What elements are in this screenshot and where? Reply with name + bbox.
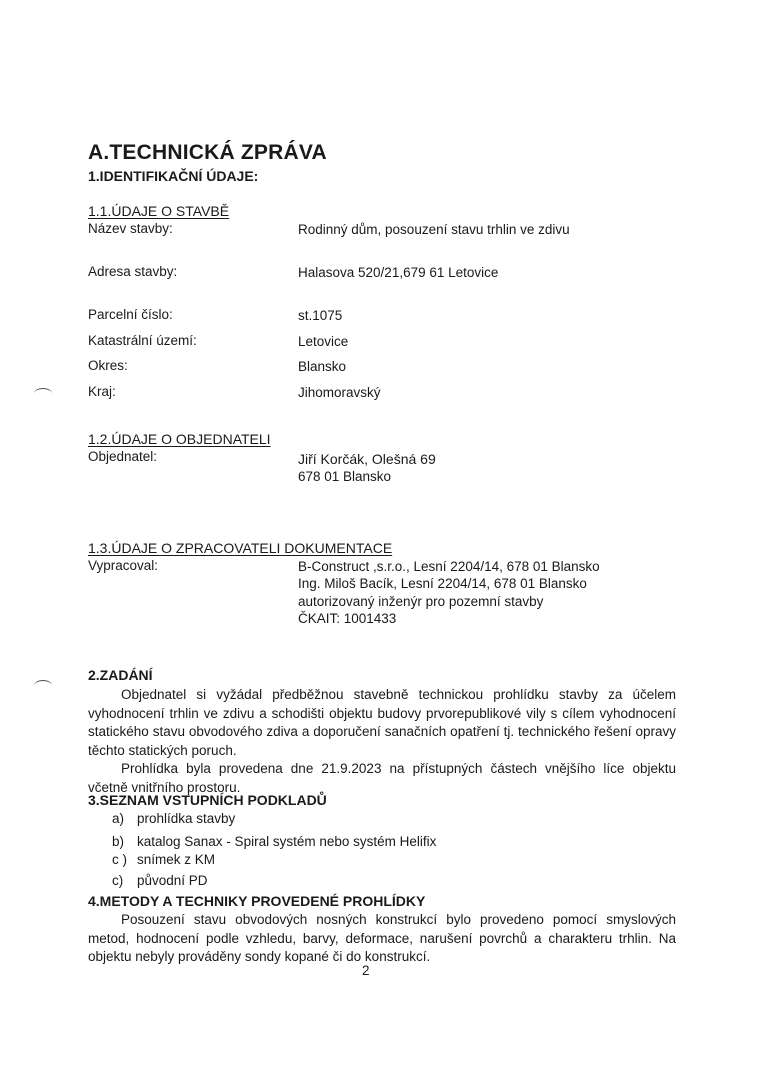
scan-mark [34, 680, 52, 691]
field-value: B-Construct ,s.r.o., Lesní 2204/14, 678 01 Blansko [298, 559, 600, 574]
section-1-2-heading: 1.2.ÚDAJE O OBJEDNATELI [88, 431, 271, 447]
list-text: prohlídka stavby [137, 811, 236, 826]
field-value: 678 01 Blansko [298, 469, 392, 484]
field-value: Halasova 520/21,679 61 Letovice [298, 265, 499, 280]
list-text: katalog Sanax - Spiral systém nebo systém Helifix [137, 834, 437, 849]
field-value: Letovice [298, 334, 349, 349]
paragraph: Objednatel si vyžádal předběžnou stavebně technickou prohlídku stavby za účelem vyhodnocení trhlin ve zdivu a schodišti objektu budovy prvorepublikové vily s cílem vyhodnocení statického stavu obvodového zdiva a doporučení sanačních opatření tj. technického řešení opravy těchto statických poruch. [88, 687, 676, 758]
field-label: Vypracoval: [88, 558, 159, 573]
list-marker: c ) [112, 852, 127, 867]
section-1-heading: 1.IDENTIFIKAČNÍ ÚDAJE: [88, 168, 259, 184]
section-4-heading: 4.METODY A TECHNIKY PROVEDENÉ PROHLÍDKY [88, 893, 426, 909]
list-marker: b) [112, 834, 125, 849]
section-1-3-heading: 1.3.ÚDAJE O ZPRACOVATELI DOKUMENTACE [88, 540, 393, 556]
list-text: původní PD [137, 873, 208, 888]
document-title: A.TECHNICKÁ ZPRÁVA [88, 141, 327, 164]
field-label: Objednatel: [88, 449, 158, 464]
field-label: Okres: [88, 358, 128, 373]
field-value: Blansko [298, 359, 347, 374]
section-2-body [88, 686, 676, 797]
scan-mark [34, 388, 52, 399]
field-label: Parcelní číslo: [88, 307, 173, 322]
section-2-heading: 2.ZADÁNÍ [88, 667, 153, 683]
field-value: Jihomoravský [298, 385, 381, 400]
field-label: Název stavby: [88, 221, 173, 236]
section-4-body [88, 911, 676, 967]
field-label: Adresa stavby: [88, 264, 178, 279]
field-value: Rodinný dům, posouzení stavu trhlin ve zdivu [298, 222, 570, 237]
field-label: Kraj: [88, 384, 116, 399]
paragraph: Prohlídka byla provedena dne 21.9.2023 na přístupných částech vnějšího líce objektu včetně vnitřního prostoru. [88, 761, 676, 795]
list-marker: c) [112, 873, 124, 888]
field-value: Jiří Korčák, Olešná 69 [298, 451, 436, 467]
field-value: ČKAIT: 1001433 [298, 611, 397, 626]
page-number: 2 [362, 963, 370, 978]
list-text: snímek z KM [137, 852, 216, 867]
field-value: st.1075 [298, 308, 343, 323]
field-value: Ing. Miloš Bacík, Lesní 2204/14, 678 01 Blansko [298, 576, 587, 591]
paragraph: Posouzení stavu obvodových nosných konstrukcí bylo provedeno pomocí smyslových metod, hodnocení podle vzhledu, barvy, deformace, narušení povrchů a charakteru trhlin. Na objektu nebyly prováděny sondy kopané či do konstrukcí. [88, 912, 676, 964]
section-1-1-heading: 1.1.ÚDAJE O STAVBĚ [88, 203, 230, 219]
list-marker: a) [112, 811, 125, 826]
field-label: Katastrální území: [88, 333, 197, 348]
section-3-heading: 3.SEZNAM VSTUPNÍCH PODKLADŮ [88, 792, 327, 808]
field-value: autorizovaný inženýr pro pozemní stavby [298, 594, 544, 609]
